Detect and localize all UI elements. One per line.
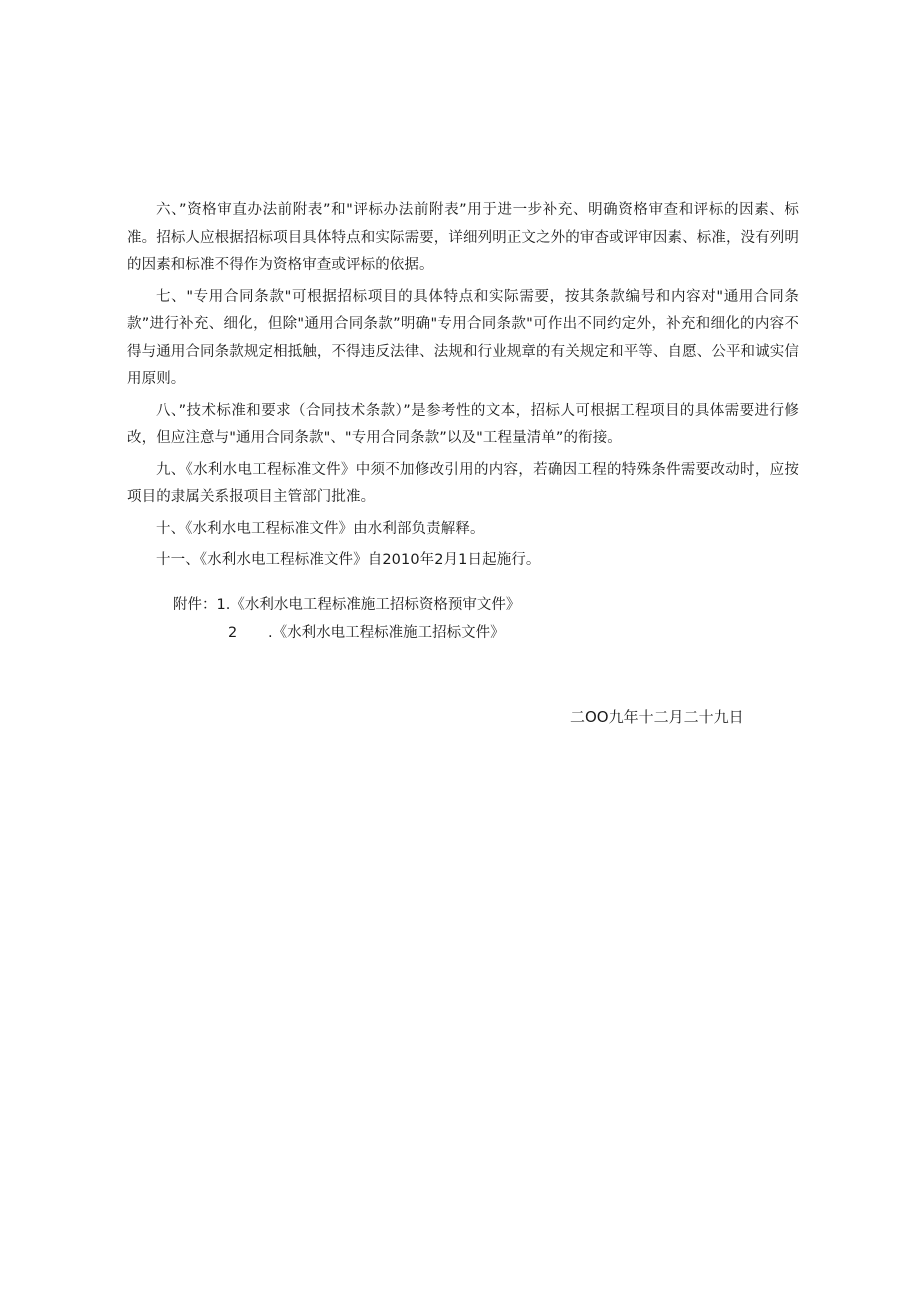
- paragraph-six: 六、”资格审直办法前附表”和"评标办法前附表”用于进一步补充、明确资格审查和评标的因素、标准。招标人应根据招标项目具体特点和实际需要，详细列明正文之外的审杳或评审因素、标准，没有列明的因素和标准不得作为资格审查或评标的依据。: [127, 202, 799, 273]
- paragraph-ten: 十、《水利水电工程标准文件》由水利部负责解释。: [156, 520, 485, 537]
- attachment-item-2: [173, 619, 520, 647]
- attachment-number: 2: [228, 625, 238, 641]
- attachments-list: [173, 591, 520, 647]
- paragraph-seven: 七、"专用合同条款"可根据招标项目的具体特点和实际需要，按其条款编号和内容对"通用合同条款”进行补充、细化，但除"通用合同条款”明确"专用合同条款"可作出不同约定外，补充和细化的内容不得与通用合同条款规定相抵触，不得违反法律、法规和行业规章的有关规定和平等、自愿、公平和诚实信用原则。: [127, 288, 799, 387]
- paragraph-eleven: 十一、《水利水电工程标准文件》自2010年2月1日起施行。: [156, 552, 541, 568]
- attachment-title: .《水利水电工程标准施工招标文件》: [268, 625, 505, 641]
- paragraph-nine: 九、《水利水电工程标准文件》中须不加修改引用的内容，若确因工程的特殊条件需要改动时，应按项目的隶属关系报项目主管部门批准。: [127, 461, 799, 505]
- document-date: 二OO九年十二月二十九日: [570, 708, 744, 726]
- attachment-item-1: 附件：1.《水利水电工程标准施工招标资格预审文件》: [173, 597, 521, 613]
- paragraph-eight: 八、”技术标准和要求（合同技术条款）”是参考性的文本，招标人可根据工程项目的具体需要进行修改，但应注意与"通用合同条款"、"专用合同条款”以及"工程量清单”的衔接。: [127, 402, 799, 446]
- document-body: [127, 197, 799, 579]
